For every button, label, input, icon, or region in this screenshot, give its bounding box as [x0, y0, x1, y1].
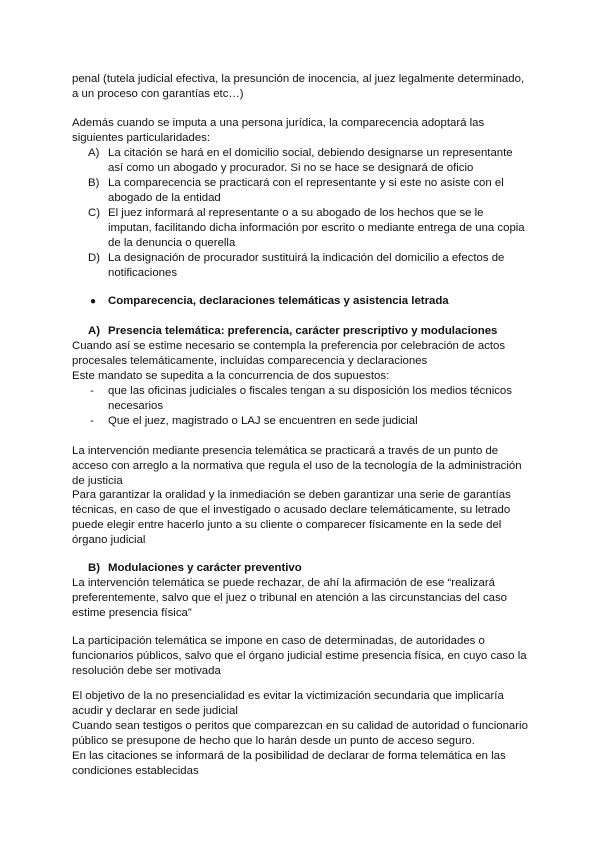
paragraph-intro: penal (tutela judicial efectiva, la presunción de inocencia, al juez legalmente determinado, a un proceso con garantías etc…) [72, 73, 525, 100]
section-a-marker: A) [88, 325, 101, 337]
list-item: La designación de procurador sustituirá la indicación del domicilio a efectos de notificaciones [108, 252, 505, 279]
list-item: La comparecencia se practicará con el representante y si este no asiste con el abogado de la entidad [108, 177, 504, 204]
dash-list-item: Que el juez, magistrado o LAJ se encuentren en sede judicial [108, 415, 418, 427]
dash-marker: - [90, 385, 94, 397]
dash-list-item: que las oficinas judiciales o fiscales tengan a su disposición los medios técnicos necesarios [108, 385, 512, 412]
section-a-title: Presencia telemática: preferencia, carácter prescriptivo y modulaciones [108, 325, 498, 337]
list-marker: A) [88, 147, 100, 159]
paragraph-persona-juridica: Además cuando se imputa a una persona jurídica, la comparecencia adoptará las siguientes particularidades: [72, 117, 485, 144]
list-marker: B) [88, 177, 100, 189]
section-b-title: Modulaciones y carácter preventivo [108, 562, 302, 574]
list-marker: D) [88, 252, 101, 264]
section-b-paragraph-3: El objetivo de la no presencialidad es evitar la victimización secundaria que implicaría acudir y declarar en sede judicial [72, 690, 504, 717]
section-b-marker: B) [88, 562, 101, 574]
list-marker: C) [88, 207, 101, 219]
section-b-paragraph-5: En las citaciones se informará de la posibilidad de declarar de forma telemática en las condiciones establecidas [72, 750, 506, 777]
bullet-icon: ● [90, 296, 97, 307]
section-b-paragraph-4: Cuando sean testigos o peritos que comparezcan en su calidad de autoridad o funcionario público se presupone de hecho que lo harán desde un punto de acceso seguro. [72, 720, 528, 747]
list-item: El juez informará al representante o a su abogado de los hechos que se le imputan, facilitando dicha información por escrito o mediante entrega de una copia de la denuncia o querella [108, 207, 525, 249]
section-b-paragraph-1: La intervención telemática se puede rechazar, de ahí la afirmación de ese “realizará preferentemente, salvo que el juez o tribunal en atención a las circunstancias del caso estime presencia física” [72, 577, 508, 619]
section-b-paragraph-2: La participación telemática se impone en caso de determinadas, de autoridades o funcionarios públicos, salvo que el órgano judicial estime presencia física, en cuyo caso la resolución debe ser motivada [72, 635, 527, 677]
section-a-paragraph-4: Para garantizar la oralidad y la inmediación se deben garantizar una serie de garantías técnicas, en caso de que el investigado o acusado declare telemáticamente, su letrado puede elegir entre hacerlo junto a su cliente o comparecer físicamente en la sede del órgano judicial [72, 489, 511, 546]
section-a-paragraph-1: Cuando así se estime necesario se contempla la preferencia por celebración de actos procesales telemáticamente, incluidas comparecencia y declaraciones [72, 340, 506, 367]
bullet-heading: Comparecencia, declaraciones telemáticas y asistencia letrada [108, 295, 449, 307]
dash-marker: - [90, 415, 94, 427]
section-a-paragraph-2: Este mandato se supedita a la concurrencia de dos supuestos: [72, 370, 390, 382]
section-a-paragraph-3: La intervención mediante presencia telemática se practicará a través de un punto de acceso con arreglo a la normativa que regula el uso de la tecnología de la administración de justicia [72, 445, 522, 487]
list-item: La citación se hará en el domicilio social, debiendo designarse un representante así como un abogado y procurador. Si no se hace se designará de oficio [108, 147, 513, 174]
